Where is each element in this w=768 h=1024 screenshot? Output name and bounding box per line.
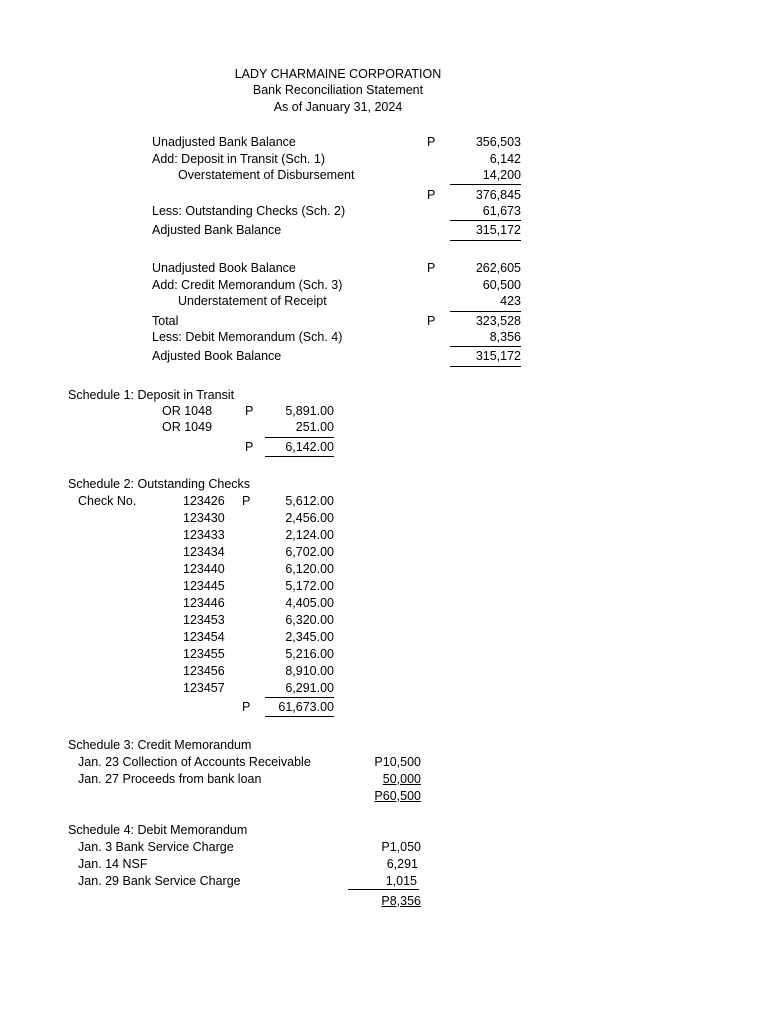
check-number: 123430: [183, 511, 225, 525]
credit-memo-value: 60,500: [482, 278, 521, 292]
check-amount: 6,320.00: [285, 613, 334, 627]
understatement-label: Understatement of Receipt: [178, 294, 327, 308]
check-amount: 5,612.00: [285, 494, 334, 508]
bank-adjusted-rule-bottom: [450, 240, 521, 241]
sch1-total-rule-bottom: [265, 456, 334, 457]
or-number: OR 1048: [162, 404, 213, 418]
peso-sign: P: [242, 700, 251, 714]
check-amount: 5,172.00: [285, 579, 334, 593]
credit-memo-item: Jan. 23 Collection of Accounts Receivable: [78, 755, 311, 769]
overstatement-label: Overstatement of Disbursement: [178, 168, 355, 182]
bank-subtotal-rule: [450, 184, 521, 185]
check-number: 123457: [183, 681, 225, 695]
peso-sign: P: [242, 494, 251, 508]
bank-adjusted-rule-top: [450, 220, 521, 221]
credit-memo-item: Jan. 27 Proceeds from bank loan: [78, 772, 262, 786]
sch1-total: 6,142.00: [285, 440, 334, 454]
peso-sign: P: [245, 404, 254, 418]
understatement-value: 423: [500, 294, 521, 308]
schedule-2-title: Schedule 2: Outstanding Checks: [68, 477, 251, 491]
check-amount: 6,120.00: [285, 562, 334, 576]
book-total-value: 323,528: [475, 314, 521, 328]
sch1-total-rule-top: [265, 437, 334, 438]
sch2-total: 61,673.00: [278, 700, 334, 714]
credit-memo-label: Add: Credit Memorandum (Sch. 3): [152, 278, 343, 292]
peso-sign: P: [427, 188, 436, 202]
debit-memo-item: Jan. 29 Bank Service Charge: [78, 874, 241, 888]
peso-sign: P: [427, 261, 436, 275]
sch4-total-rule: [348, 889, 419, 890]
overstatement-value: 14,200: [482, 168, 521, 182]
check-number: 123455: [183, 647, 225, 661]
check-number: 123453: [183, 613, 225, 627]
peso-sign: P: [245, 440, 254, 454]
outstanding-checks-label: Less: Outstanding Checks (Sch. 2): [152, 204, 346, 218]
adjusted-bank-value: 315,172: [475, 223, 521, 237]
check-amount: 2,124.00: [285, 528, 334, 542]
unadjusted-bank-label: Unadjusted Bank Balance: [152, 135, 296, 149]
schedule-3-title: Schedule 3: Credit Memorandum: [68, 738, 252, 752]
peso-sign: P: [427, 135, 436, 149]
adjusted-book-value: 315,172: [475, 349, 521, 363]
sch2-total-rule-top: [265, 697, 334, 698]
check-number: 123433: [183, 528, 225, 542]
unadjusted-book-value: 262,605: [475, 261, 521, 275]
sch3-total: P60,500: [374, 789, 421, 803]
credit-memo-amount: 50,000: [382, 772, 421, 786]
check-amount: 2,345.00: [285, 630, 334, 644]
deposit-amount: 5,891.00: [285, 404, 334, 418]
or-number: OR 1049: [162, 420, 213, 434]
deposit-amount: 251.00: [295, 420, 334, 434]
debit-memo-amount: 6,291: [386, 857, 418, 871]
deposit-in-transit-value: 6,142: [489, 152, 521, 166]
book-total-rule: [450, 311, 521, 312]
check-amount: 8,910.00: [285, 664, 334, 678]
adjusted-book-label: Adjusted Book Balance: [152, 349, 282, 363]
debit-memo-value: 8,356: [489, 330, 521, 344]
check-number: 123426: [183, 494, 225, 508]
check-number: 123440: [183, 562, 225, 576]
statement-date: As of January 31, 2024: [273, 100, 403, 114]
credit-memo-amount: P10,500: [374, 755, 421, 769]
schedule-4-title: Schedule 4: Debit Memorandum: [68, 823, 248, 837]
statement-title: Bank Reconciliation Statement: [252, 83, 424, 97]
check-amount: 5,216.00: [285, 647, 334, 661]
check-number: 123446: [183, 596, 225, 610]
check-amount: 6,291.00: [285, 681, 334, 695]
check-number: 123454: [183, 630, 225, 644]
company-name: LADY CHARMAINE CORPORATION: [234, 67, 442, 81]
debit-memo-label: Less: Debit Memorandum (Sch. 4): [152, 330, 343, 344]
deposit-in-transit-label: Add: Deposit in Transit (Sch. 1): [152, 152, 325, 166]
bank-subtotal-value: 376,845: [475, 188, 521, 202]
outstanding-checks-value: 61,673: [482, 204, 521, 218]
sch4-total: P8,356: [381, 894, 421, 908]
check-amount: 2,456.00: [285, 511, 334, 525]
check-number: 123456: [183, 664, 225, 678]
debit-memo-amount: P1,050: [381, 840, 421, 854]
book-adjusted-rule-top: [450, 346, 521, 347]
check-no-label: Check No.: [78, 494, 137, 508]
check-amount: 4,405.00: [285, 596, 334, 610]
check-number: 123434: [183, 545, 225, 559]
peso-sign: P: [427, 314, 436, 328]
debit-memo-item: Jan. 3 Bank Service Charge: [78, 840, 234, 854]
sch2-total-rule-bottom: [265, 716, 334, 717]
unadjusted-bank-value: 356,503: [475, 135, 521, 149]
check-amount: 6,702.00: [285, 545, 334, 559]
adjusted-bank-label: Adjusted Bank Balance: [152, 223, 282, 237]
book-adjusted-rule-bottom: [450, 366, 521, 367]
debit-memo-amount: 1,015: [385, 874, 417, 888]
debit-memo-item: Jan. 14 NSF: [78, 857, 148, 871]
unadjusted-book-label: Unadjusted Book Balance: [152, 261, 296, 275]
book-total-label: Total: [152, 314, 179, 328]
check-number: 123445: [183, 579, 225, 593]
schedule-1-title: Schedule 1: Deposit in Transit: [68, 388, 235, 402]
